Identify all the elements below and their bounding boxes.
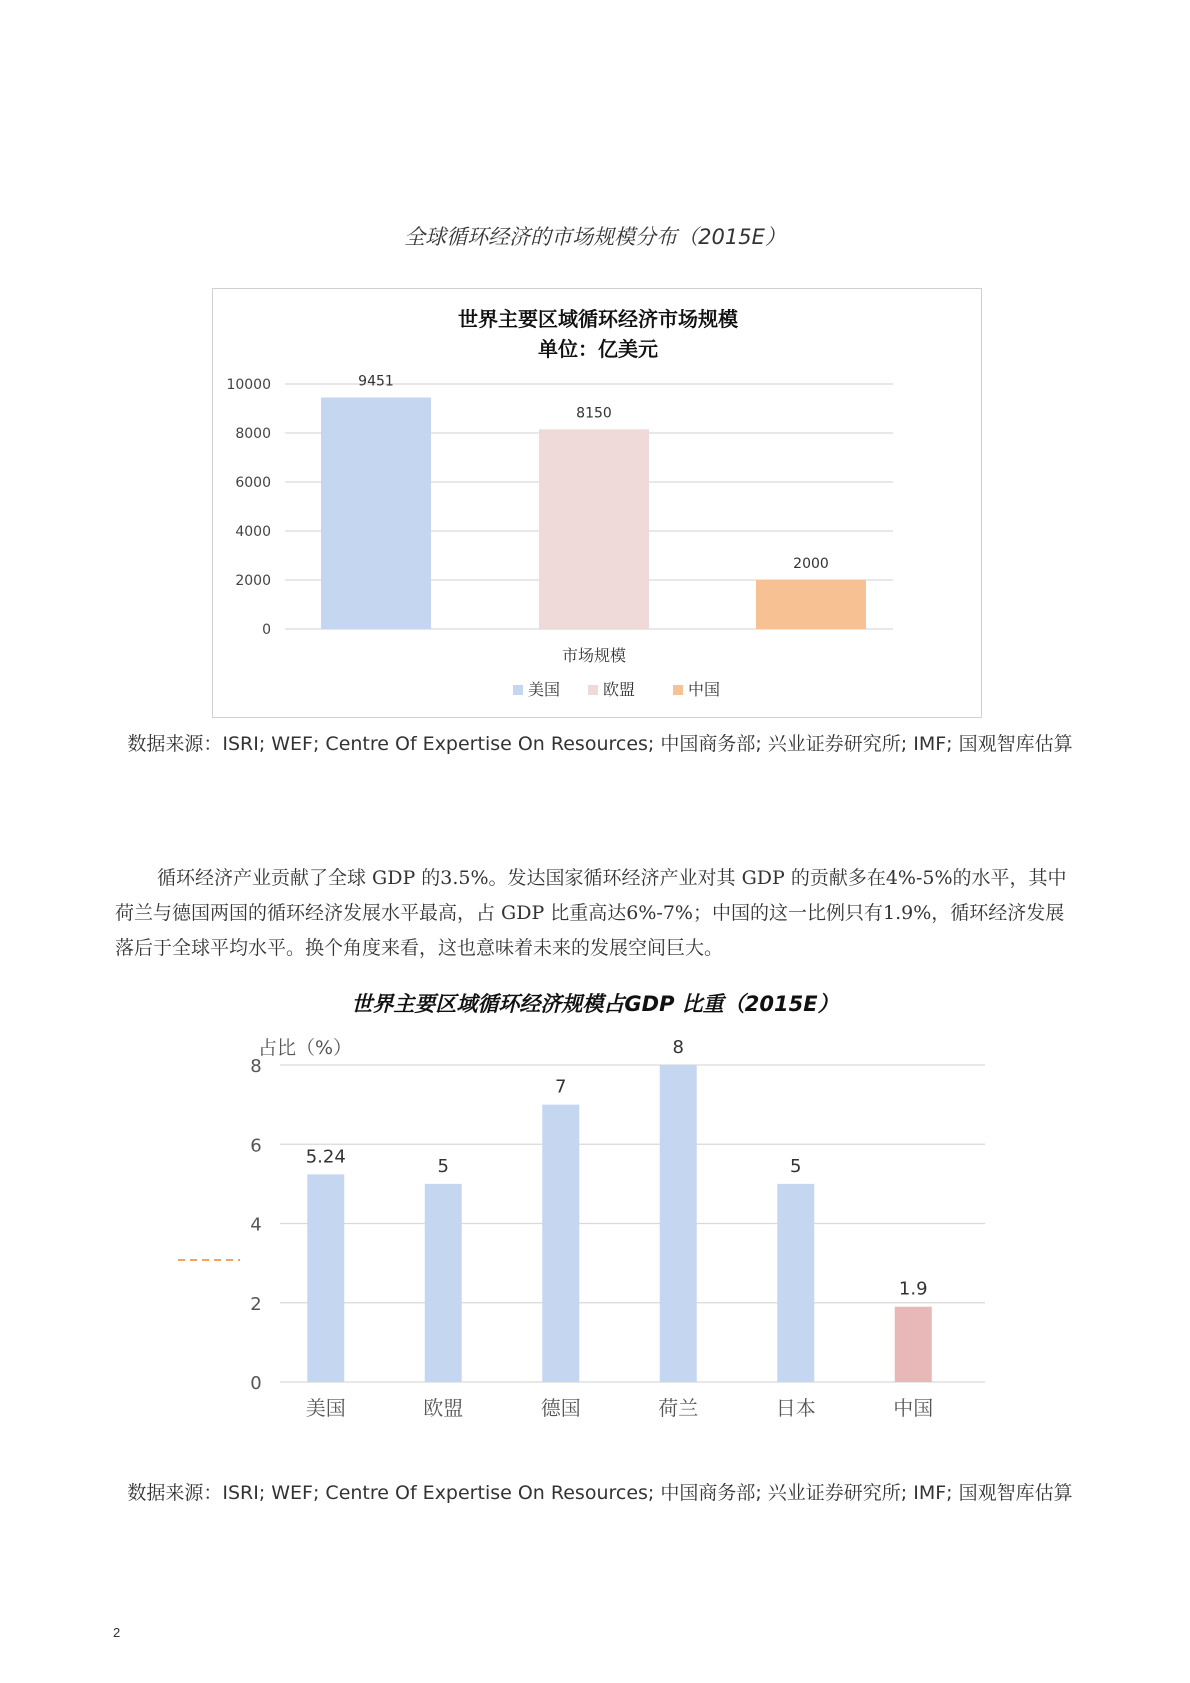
chart2-x-tick: 荷兰 <box>658 1396 699 1420</box>
chart1-y-tick: 4000 <box>235 524 271 540</box>
chart2-x-tick: 美国 <box>305 1396 346 1420</box>
chart2-y-tick: 2 <box>250 1293 262 1315</box>
chart1-title: 世界主要区域循环经济市场规模 <box>458 307 738 331</box>
chart2-data-label: 8 <box>672 1037 684 1058</box>
chart2-data-label: 5 <box>437 1155 449 1177</box>
chart1-legend-swatch <box>673 685 683 695</box>
chart1-svg <box>213 289 980 716</box>
chart1-y-tick: 10000 <box>226 377 271 393</box>
chart1-legend-label: 欧盟 <box>603 680 636 699</box>
figure1-caption: 全球循环经济的市场规模分布（2015E） <box>404 225 786 249</box>
chart2-y-tick: 0 <box>250 1373 262 1394</box>
chart1-x-label: 市场规模 <box>561 646 627 665</box>
chart2-y-tick: 6 <box>250 1135 262 1157</box>
chart2-bar-日本 <box>777 1184 814 1382</box>
chart2-bar-德国 <box>542 1105 579 1382</box>
figure2-caption: 世界主要区域循环经济规模占GDP 比重（2015E） <box>351 992 839 1016</box>
figure2-source: 数据来源：ISRI; WEF; Centre Of Expertise On Resources; 中国商务部; 兴业证券研究所; IMF; 国观智库估算 <box>127 1482 1073 1504</box>
chart2-bar-欧盟 <box>425 1184 462 1382</box>
chart1-data-label: 8150 <box>576 405 612 422</box>
chart1-legend-label: 美国 <box>528 680 561 699</box>
chart1-bar-美国 <box>321 397 431 629</box>
chart2-y-tick: 4 <box>250 1214 262 1236</box>
chart2-bar-中国 <box>895 1307 932 1382</box>
chart2-bar-美国 <box>307 1174 344 1382</box>
chart2-svg <box>160 1020 1000 1430</box>
chart2-x-tick: 欧盟 <box>423 1396 464 1420</box>
chart2-y-axis-title: 占比（%） <box>258 1037 353 1059</box>
chart2-data-label: 7 <box>555 1076 567 1098</box>
chart1-y-tick: 0 <box>262 622 271 638</box>
chart1-bar-欧盟 <box>539 429 649 629</box>
chart1-legend-swatch <box>588 685 598 695</box>
chart2-data-label: 5.24 <box>305 1146 346 1168</box>
chart2-y-tick: 8 <box>250 1056 262 1077</box>
chart1-data-label: 9451 <box>358 373 394 390</box>
chart2-bar-荷兰 <box>660 1065 697 1382</box>
chart1-y-tick: 2000 <box>235 573 271 589</box>
body-paragraph: 循环经济产业贡献了全球 GDP 的3.5%。发达国家循环经济产业对其 GDP 的贡献多在4%-5%的水平，其中荷兰与德国两国的循环经济发展水平最高，占 GDP 比重高达6%-7%；中国的这一比例只有1.9%，循环经济发展落后于全球平均水平。换个角度来看，这也意味着未来的发展空间巨大。 <box>115 867 1067 959</box>
page-number: 2 <box>113 1625 121 1640</box>
figure1-source: 数据来源：ISRI; WEF; Centre Of Expertise On Resources; 中国商务部; 兴业证券研究所; IMF; 国观智库估算 <box>127 733 1073 755</box>
chart1-bar-中国 <box>756 580 866 629</box>
chart2-x-tick: 德国 <box>540 1396 581 1420</box>
chart2-x-tick: 中国 <box>893 1396 934 1420</box>
chart1-frame <box>212 288 982 718</box>
chart1-legend-label: 中国 <box>688 680 721 699</box>
chart1-legend-swatch <box>513 685 523 695</box>
chart2-x-tick: 日本 <box>775 1396 816 1420</box>
chart2-data-label: 5 <box>790 1155 802 1177</box>
chart1-subtitle: 单位：亿美元 <box>538 337 658 361</box>
chart1-y-tick: 6000 <box>235 475 271 491</box>
chart1-y-tick: 8000 <box>235 426 271 442</box>
chart1-data-label: 2000 <box>793 556 829 572</box>
chart2-data-label: 1.9 <box>898 1278 928 1300</box>
